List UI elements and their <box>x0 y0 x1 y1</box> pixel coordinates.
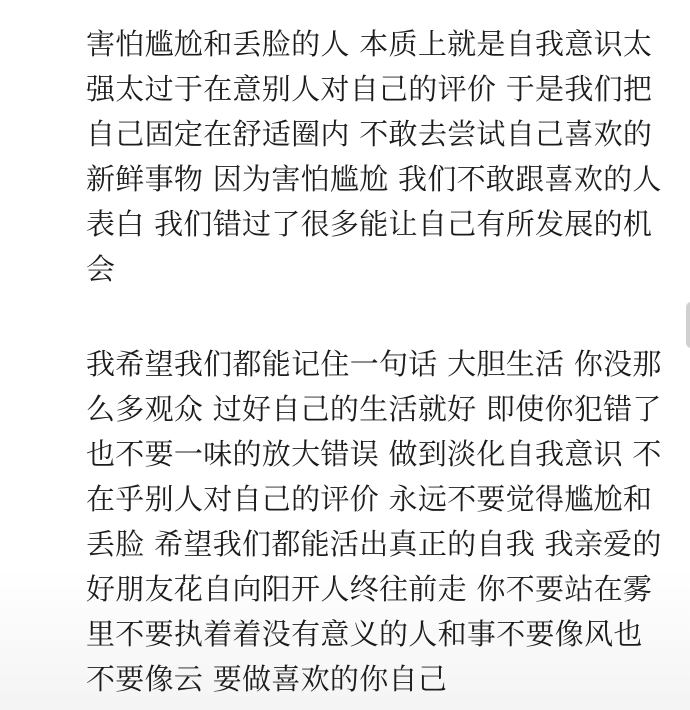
text-line: 不要像云 要做喜欢的你自己 <box>86 662 448 696</box>
text-line: 会 <box>86 252 116 286</box>
scrollbar-thumb[interactable] <box>686 302 690 348</box>
text-line: 我希望我们都能记住一句话 大胆生活 你没那 <box>86 347 662 381</box>
text-line: 自己固定在舒适圈内 不敢去尝试自己喜欢的 <box>86 117 653 151</box>
paragraph-2 <box>86 342 682 702</box>
text-line: 好朋友花自向阳开人终往前走 你不要站在雾 <box>86 572 653 606</box>
text-line: 也不要一味的放大错误 做到淡化自我意识 不 <box>86 437 662 471</box>
text-line: 害怕尴尬和丢脸的人 本质上就是自我意识太 <box>86 27 653 61</box>
text-line: 丢脸 希望我们都能活出真正的自我 我亲爱的 <box>86 527 662 561</box>
text-line: 么多观众 过好自己的生活就好 即使你犯错了 <box>86 392 662 426</box>
text-line: 强太过于在意别人对自己的评价 于是我们把 <box>86 72 653 106</box>
text-line: 新鲜事物 因为害怕尴尬 我们不敢跟喜欢的人 <box>86 162 662 196</box>
text-line: 表白 我们错过了很多能让自己有所发展的机 <box>86 207 653 241</box>
paragraph-1 <box>86 22 682 292</box>
text-line: 在乎别人对自己的评价 永远不要觉得尴尬和 <box>86 482 653 516</box>
text-line: 里不要执着着没有意义的人和事不要像风也 <box>86 617 643 651</box>
